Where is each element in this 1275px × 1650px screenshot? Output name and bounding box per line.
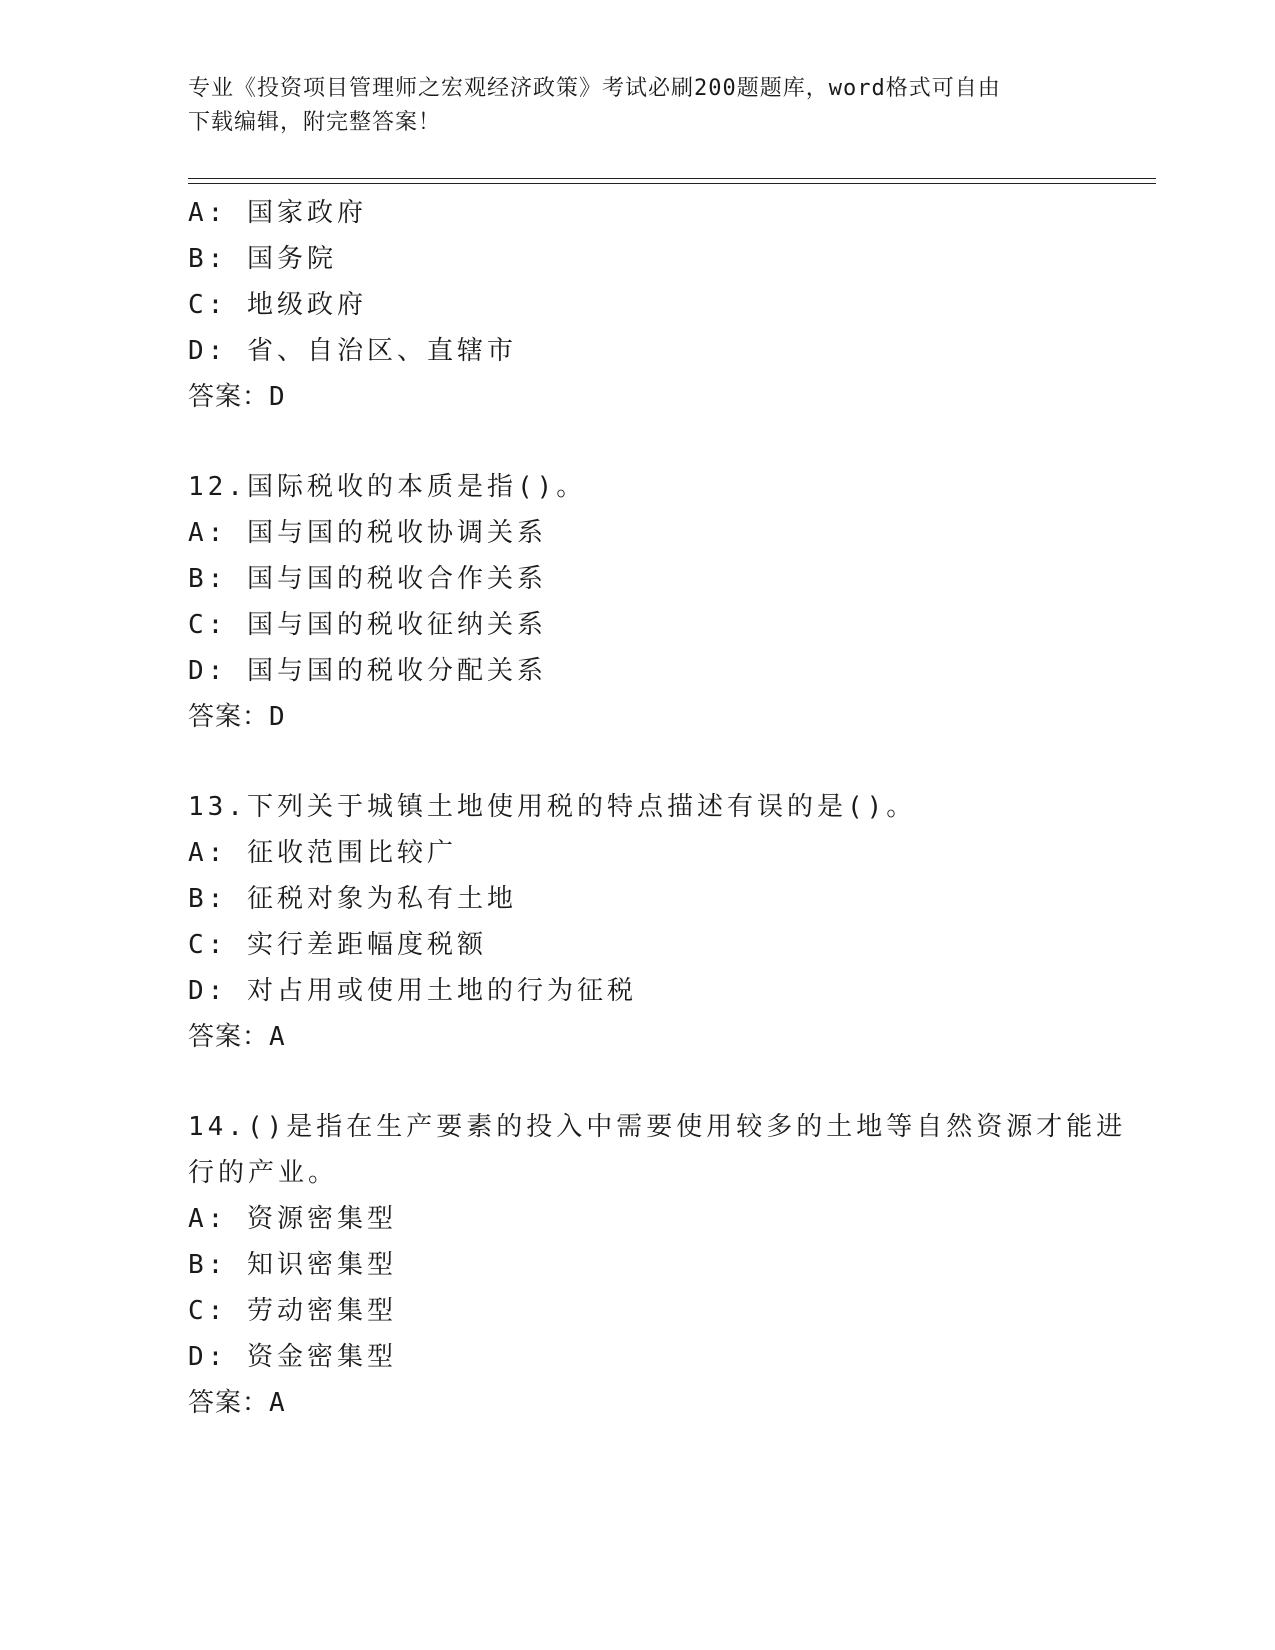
header-line-2: 下载编辑，附完整答案！ — [188, 110, 442, 135]
answer: 答案：D — [188, 382, 286, 412]
header-line-1: 专业《投资项目管理师之宏观经济政策》考试必刷200题题库，word格式可自由 — [188, 76, 1001, 101]
option-d: D: 省、自治区、直辖市 — [188, 336, 517, 366]
option-b: B: 征税对象为私有土地 — [188, 884, 517, 914]
option-a: A: 征收范围比较广 — [188, 838, 457, 868]
option-d: D: 国与国的税收分配关系 — [188, 656, 547, 686]
answer: 答案：A — [188, 1022, 286, 1052]
question-14 — [188, 1104, 1127, 1426]
question-text-line-2: 行的产业。 — [188, 1158, 339, 1188]
option-d: D: 对占用或使用土地的行为征税 — [188, 976, 637, 1006]
option-b: B: 国与国的税收合作关系 — [188, 564, 547, 594]
question-text: 12.国际税收的本质是指()。 — [188, 472, 587, 502]
question-text-line-1: 14.()是指在生产要素的投入中需要使用较多的土地等自然资源才能进 — [188, 1112, 1127, 1142]
question-text: 13.下列关于城镇土地使用税的特点描述有误的是()。 — [188, 792, 917, 822]
option-c: C: 实行差距幅度税额 — [188, 930, 487, 960]
option-c: C: 劳动密集型 — [188, 1296, 397, 1326]
option-a: A: 国与国的税收协调关系 — [188, 518, 547, 548]
header-divider-bottom — [188, 183, 1156, 184]
question-11 — [188, 190, 1088, 420]
document-header — [188, 72, 1088, 140]
option-a: A: 国家政府 — [188, 198, 367, 228]
question-12 — [188, 464, 1088, 740]
option-c: C: 国与国的税收征纳关系 — [188, 610, 547, 640]
header-divider-top — [188, 178, 1156, 179]
question-text — [188, 1104, 1127, 1196]
option-b: B: 国务院 — [188, 244, 337, 274]
option-b: B: 知识密集型 — [188, 1250, 397, 1280]
option-a: A: 资源密集型 — [188, 1204, 397, 1234]
option-d: D: 资金密集型 — [188, 1342, 397, 1372]
answer: 答案：D — [188, 702, 286, 732]
option-c: C: 地级政府 — [188, 290, 367, 320]
answer: 答案：A — [188, 1388, 286, 1418]
question-list — [188, 190, 1127, 1470]
question-13 — [188, 784, 1088, 1060]
